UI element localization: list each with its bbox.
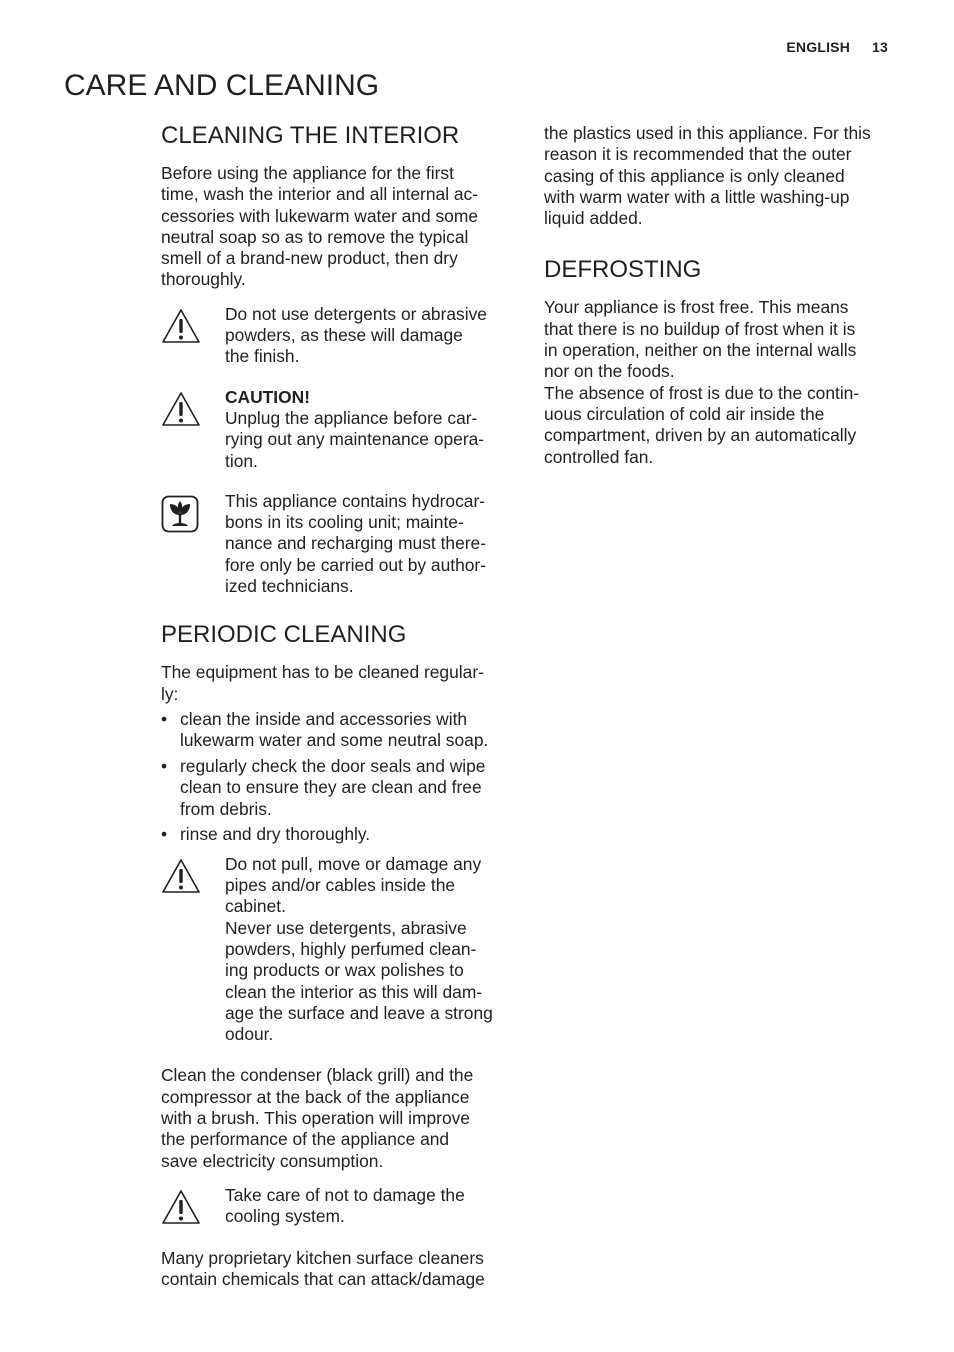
periodic-cleaning-intro: The equipment has to be cleaned regular- ly: <box>161 662 484 704</box>
warning-notice-pipes <box>161 854 513 1046</box>
right-column <box>544 118 896 468</box>
heading-defrosting: DEFROSTING <box>544 256 702 284</box>
warning-text-cooling: Take care of not to damage the cooling system. <box>225 1184 465 1227</box>
environment-notice <box>161 491 513 597</box>
page-header <box>786 39 888 55</box>
warning-triangle-icon <box>161 854 225 898</box>
left-column <box>161 118 513 1290</box>
cleaners-text-part-2: the plastics used in this appliance. For this reason it is recommended that the outer casing of this appliance is only cleaned with warm water with a little washing-up liquid added. <box>544 123 871 229</box>
warning-triangle-icon <box>161 1185 225 1229</box>
defrosting-text: Your appliance is frost free. This means that there is no buildup of frost when it is in operation, neither on the internal walls nor on the foods. The absence of frost is due to the contin- uous circulation of cold air inside the compartment, driven by an automatically controlled fan. <box>544 297 860 467</box>
periodic-cleaning-list <box>161 709 513 846</box>
warning-triangle-icon <box>161 304 225 348</box>
page-title: CARE AND CLEANING <box>64 69 380 102</box>
warning-notice-detergents <box>161 304 513 368</box>
cleaning-interior-intro: Before using the appliance for the first time, wash the interior and all internal ac- cessories with lukewarm water and some neutral soap so as to remove the typical smell of a brand-new product, then dry thoroughly. <box>161 163 479 290</box>
list-item: • clean the inside and accessories with lukewarm water and some neutral soap. <box>161 709 513 752</box>
heading-periodic-cleaning: PERIODIC CLEANING <box>161 621 407 649</box>
list-item: • rinse and dry thoroughly. <box>161 824 513 845</box>
condenser-text: Clean the condenser (black grill) and the compressor at the back of the appliance with a brush. This operation will improve the performance of the appliance and save electricity consumption. <box>161 1065 474 1171</box>
warning-triangle-icon <box>161 387 225 431</box>
caution-label: CAUTION! <box>225 386 311 407</box>
cleaners-text-part-1: Many proprietary kitchen surface cleaners contain chemicals that can attack/damage <box>161 1247 485 1290</box>
warning-text-detergents: Do not use detergents or abrasive powders, as these will damage the finish. <box>225 303 487 367</box>
caution-notice <box>161 387 513 472</box>
warning-text-pipes: Do not pull, move or damage any pipes and/or cables inside the cabinet. Never use detergents, abrasive powders, highly perfumed clean- ing products or wax polishes to clean the interior as this will dam- age the surface and leave a strong odour. <box>225 853 493 1045</box>
caution-text: Unplug the appliance before car- rying out any maintenance opera- tion. <box>225 407 485 471</box>
heading-cleaning-interior: CLEANING THE INTERIOR <box>161 122 460 149</box>
warning-notice-cooling <box>161 1185 513 1229</box>
environment-note-text: This appliance contains hydrocar- bons in its cooling unit; mainte- nance and recharging must there- fore only be carried out by author- ized technicians. <box>225 490 487 597</box>
page-number: 13 <box>872 39 888 55</box>
list-item: • regularly check the door seals and wipe clean to ensure they are clean and free from debris. <box>161 756 513 820</box>
environment-plant-icon <box>161 491 225 537</box>
header-language: ENGLISH <box>786 39 851 55</box>
